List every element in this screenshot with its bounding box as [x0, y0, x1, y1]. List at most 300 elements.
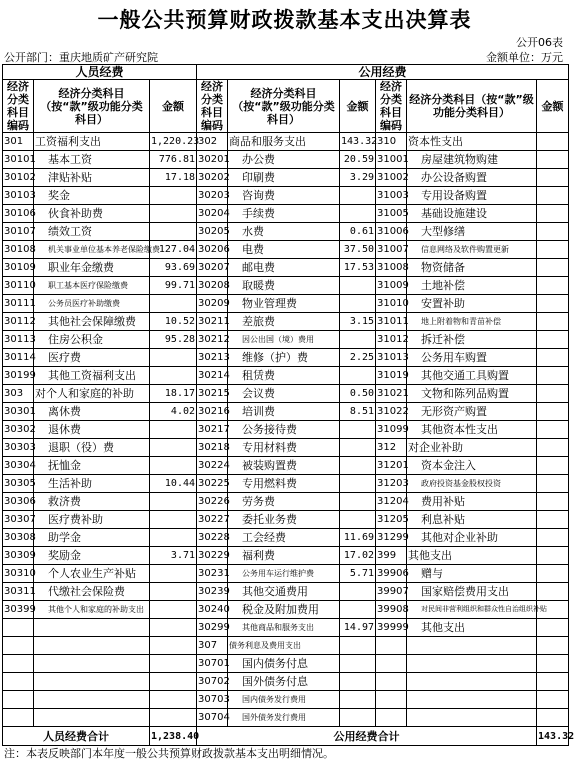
table-row: [3, 277, 569, 295]
amount-cell: [150, 295, 197, 313]
economic-code-cell: 30226: [197, 493, 228, 511]
amount-cell: 2.25: [340, 349, 376, 367]
category-name-cell: 无形资产购置: [407, 403, 537, 421]
economic-code-cell: 30399: [3, 601, 34, 619]
category-name-cell: 其他交通工具购置: [407, 367, 537, 385]
amount-cell: 14.97: [340, 619, 376, 637]
amount-cell: [537, 133, 569, 151]
category-name-cell: [34, 691, 150, 709]
amount-cell: [537, 691, 569, 709]
table-row: [3, 259, 569, 277]
category-name-cell: 信息网络及软件购置更新: [407, 241, 537, 259]
economic-code-cell: 30301: [3, 403, 34, 421]
economic-code-cell: 312: [376, 439, 407, 457]
category-name-cell: 水费: [228, 223, 340, 241]
category-name-cell: [34, 637, 150, 655]
category-name-cell: 培训费: [228, 403, 340, 421]
economic-code-cell: 31010: [376, 295, 407, 313]
amount-cell: [537, 151, 569, 169]
amount-cell: [537, 457, 569, 475]
amount-cell: 127.04: [150, 241, 197, 259]
category-name-cell: 利息补贴: [407, 511, 537, 529]
economic-code-cell: 30109: [3, 259, 34, 277]
table-row: [3, 205, 569, 223]
economic-code-cell: 30309: [3, 547, 34, 565]
amount-cell: [150, 511, 197, 529]
category-name-cell: 物资储备: [407, 259, 537, 277]
table-row: [3, 475, 569, 493]
category-name-cell: 手续费: [228, 205, 340, 223]
category-name-cell: 物业管理费: [228, 295, 340, 313]
amount-cell: [340, 421, 376, 439]
economic-code-cell: 30240: [197, 601, 228, 619]
table-row: [3, 709, 569, 727]
amount-cell: [537, 259, 569, 277]
amount-cell: [537, 277, 569, 295]
category-name-cell: 伙食补助费: [34, 205, 150, 223]
amount-cell: [340, 475, 376, 493]
amount-cell: 17.53: [340, 259, 376, 277]
table-row: [3, 241, 569, 259]
amount-cell: [150, 601, 197, 619]
economic-code-cell: 301: [3, 133, 34, 151]
amount-cell: [340, 637, 376, 655]
amount-cell: [150, 439, 197, 457]
amount-cell: [537, 565, 569, 583]
amount-cell: [537, 619, 569, 637]
table-row: [3, 601, 569, 619]
personnel-total-label: 人员经费合计: [3, 727, 150, 746]
table-row: [3, 691, 569, 709]
amount-cell: [150, 223, 197, 241]
category-name-cell: 专用燃料费: [228, 475, 340, 493]
category-name-cell: 安置补助: [407, 295, 537, 313]
table-row: [3, 655, 569, 673]
amount-cell: 143.32: [340, 133, 376, 151]
unit-label: 金额单位：万元: [486, 51, 563, 64]
category-name-cell: 取暖费: [228, 277, 340, 295]
category-name-cell: [407, 637, 537, 655]
category-name-cell: 地上附着物和青苗补偿: [407, 313, 537, 331]
category-name-cell: 其他支出: [407, 547, 537, 565]
table-row: [3, 133, 569, 151]
table-body: [3, 133, 569, 727]
table-row: [3, 295, 569, 313]
category-name-cell: 其他对企业补助: [407, 529, 537, 547]
report-title: 一般公共预算财政拨款基本支出决算表: [97, 7, 472, 32]
col-header-amount: 金额: [340, 80, 376, 133]
category-name-cell: 差旅费: [228, 313, 340, 331]
economic-code-cell: 30214: [197, 367, 228, 385]
personnel-total-value: 1,238.40: [150, 727, 197, 746]
economic-code-cell: 30228: [197, 529, 228, 547]
economic-code-cell: 30207: [197, 259, 228, 277]
amount-cell: [537, 205, 569, 223]
amount-cell: 93.69: [150, 259, 197, 277]
economic-code-cell: 30216: [197, 403, 228, 421]
public-total-value: 143.32: [537, 727, 569, 746]
economic-code-cell: 31013: [376, 349, 407, 367]
economic-code-cell: [376, 673, 407, 691]
economic-code-cell: 30111: [3, 295, 34, 313]
category-name-cell: [407, 709, 537, 727]
economic-code-cell: 30101: [3, 151, 34, 169]
economic-code-cell: 30113: [3, 331, 34, 349]
category-name-cell: 对民间非营利组织和群众性自治组织补贴: [407, 601, 537, 619]
economic-code-cell: 30209: [197, 295, 228, 313]
amount-cell: [537, 187, 569, 205]
economic-code-cell: 30114: [3, 349, 34, 367]
economic-code-cell: 30218: [197, 439, 228, 457]
table-row: [3, 493, 569, 511]
category-name-cell: 商品和服务支出: [228, 133, 340, 151]
amount-cell: [340, 439, 376, 457]
amount-cell: [537, 475, 569, 493]
category-name-cell: 其他资本性支出: [407, 421, 537, 439]
table-row: [3, 187, 569, 205]
col-header-amount: 金额: [150, 80, 197, 133]
category-name-cell: 个人农业生产补贴: [34, 565, 150, 583]
economic-code-cell: 39906: [376, 565, 407, 583]
col-header-name: 经济分类科目（按“款”级功能分类科目）: [228, 80, 340, 133]
economic-code-cell: [3, 673, 34, 691]
amount-cell: [150, 691, 197, 709]
category-name-cell: 印刷费: [228, 169, 340, 187]
category-name-cell: [34, 655, 150, 673]
economic-code-cell: 310: [376, 133, 407, 151]
category-name-cell: 津贴补贴: [34, 169, 150, 187]
category-name-cell: 电费: [228, 241, 340, 259]
category-name-cell: 公务员医疗补助缴费: [34, 295, 150, 313]
table-row: [3, 511, 569, 529]
amount-cell: [150, 583, 197, 601]
category-name-cell: [407, 691, 537, 709]
economic-code-cell: 31205: [376, 511, 407, 529]
amount-cell: [537, 241, 569, 259]
category-name-cell: 医疗费: [34, 349, 150, 367]
economic-code-cell: 39907: [376, 583, 407, 601]
amount-cell: 18.17: [150, 385, 197, 403]
amount-cell: 3.29: [340, 169, 376, 187]
amount-cell: [537, 439, 569, 457]
table-row: [3, 403, 569, 421]
economic-code-cell: 39999: [376, 619, 407, 637]
category-name-cell: 退职（役）费: [34, 439, 150, 457]
category-name-cell: 专用材料费: [228, 439, 340, 457]
economic-code-cell: 31002: [376, 169, 407, 187]
amount-cell: 11.69: [340, 529, 376, 547]
table-row: [3, 385, 569, 403]
amount-cell: [537, 331, 569, 349]
table-row: [3, 565, 569, 583]
amount-cell: [150, 673, 197, 691]
category-name-cell: 国外债务发行费用: [228, 709, 340, 727]
category-name-cell: 资本性支出: [407, 133, 537, 151]
economic-code-cell: 31007: [376, 241, 407, 259]
category-name-cell: 国家赔偿费用支出: [407, 583, 537, 601]
category-name-cell: 机关事业单位基本养老保险缴费: [34, 241, 150, 259]
economic-code-cell: 30229: [197, 547, 228, 565]
category-name-cell: 债务利息及费用支出: [228, 637, 340, 655]
amount-cell: [537, 421, 569, 439]
amount-cell: [340, 367, 376, 385]
table-row: [3, 583, 569, 601]
category-name-cell: 专用设备购置: [407, 187, 537, 205]
amount-cell: [340, 187, 376, 205]
category-name-cell: 办公设备购置: [407, 169, 537, 187]
category-name-cell: 赠与: [407, 565, 537, 583]
form-number: 公开06表: [516, 36, 563, 49]
category-name-cell: 离休费: [34, 403, 150, 421]
economic-code-cell: [376, 655, 407, 673]
amount-cell: [340, 511, 376, 529]
economic-code-cell: 30213: [197, 349, 228, 367]
amount-cell: [340, 493, 376, 511]
economic-code-cell: 31021: [376, 385, 407, 403]
amount-cell: [537, 313, 569, 331]
category-name-cell: 基本工资: [34, 151, 150, 169]
economic-code-cell: 399: [376, 547, 407, 565]
amount-cell: [150, 493, 197, 511]
category-name-cell: 委托业务费: [228, 511, 340, 529]
category-name-cell: 土地补偿: [407, 277, 537, 295]
table-row: [3, 529, 569, 547]
category-name-cell: 文物和陈列品购置: [407, 385, 537, 403]
category-name-cell: 职工基本医疗保险缴费: [34, 277, 150, 295]
economic-code-cell: 31022: [376, 403, 407, 421]
col-header-code: 经济分类科目编码: [3, 80, 34, 133]
amount-cell: 1,220.23: [150, 133, 197, 151]
economic-code-cell: 30103: [3, 187, 34, 205]
table-row: [3, 619, 569, 637]
amount-cell: [150, 529, 197, 547]
economic-code-cell: 30703: [197, 691, 228, 709]
amount-cell: [537, 709, 569, 727]
economic-code-cell: 30704: [197, 709, 228, 727]
amount-cell: [537, 403, 569, 421]
category-name-cell: 工资福利支出: [34, 133, 150, 151]
category-name-cell: 被装购置费: [228, 457, 340, 475]
category-name-cell: 奖金: [34, 187, 150, 205]
economic-code-cell: 31203: [376, 475, 407, 493]
public-group-header: 公用经费: [197, 65, 569, 80]
economic-code-cell: 30303: [3, 439, 34, 457]
table-row: [3, 439, 569, 457]
amount-cell: [340, 331, 376, 349]
amount-cell: [150, 349, 197, 367]
table-row: [3, 421, 569, 439]
amount-cell: 17.18: [150, 169, 197, 187]
amount-cell: [537, 385, 569, 403]
amount-cell: [537, 547, 569, 565]
amount-cell: [537, 529, 569, 547]
amount-cell: 10.52: [150, 313, 197, 331]
category-name-cell: 其他个人和家庭的补助支出: [34, 601, 150, 619]
category-name-cell: 职业年金缴费: [34, 259, 150, 277]
category-name-cell: 对企业补助: [407, 439, 537, 457]
category-name-cell: 国外债务付息: [228, 673, 340, 691]
economic-code-cell: 30202: [197, 169, 228, 187]
economic-code-cell: 31006: [376, 223, 407, 241]
category-name-cell: 基础设施建设: [407, 205, 537, 223]
table-row: [3, 331, 569, 349]
economic-code-cell: 30215: [197, 385, 228, 403]
category-name-cell: 邮电费: [228, 259, 340, 277]
economic-code-cell: 31012: [376, 331, 407, 349]
amount-cell: [150, 709, 197, 727]
amount-cell: [537, 295, 569, 313]
amount-cell: [340, 709, 376, 727]
category-name-cell: 大型修缮: [407, 223, 537, 241]
table-row: [3, 151, 569, 169]
public-total-label: 公用经费合计: [197, 727, 537, 746]
economic-code-cell: 30302: [3, 421, 34, 439]
amount-cell: [537, 169, 569, 187]
table-row: [3, 349, 569, 367]
category-name-cell: 因公出国（境）费用: [228, 331, 340, 349]
amount-cell: [537, 367, 569, 385]
economic-code-cell: 31009: [376, 277, 407, 295]
category-name-cell: [34, 619, 150, 637]
category-name-cell: 政府投资基金股权投资: [407, 475, 537, 493]
economic-code-cell: 31001: [376, 151, 407, 169]
totals-row: [3, 727, 569, 746]
category-name-cell: 房屋建筑物购建: [407, 151, 537, 169]
amount-cell: 0.50: [340, 385, 376, 403]
economic-code-cell: 30299: [197, 619, 228, 637]
category-name-cell: 资本金注入: [407, 457, 537, 475]
table-row: [3, 547, 569, 565]
economic-code-cell: [376, 691, 407, 709]
category-name-cell: 抚恤金: [34, 457, 150, 475]
category-name-cell: 办公费: [228, 151, 340, 169]
category-name-cell: 其他工资福利支出: [34, 367, 150, 385]
category-name-cell: 税金及附加费用: [228, 601, 340, 619]
economic-code-cell: 303: [3, 385, 34, 403]
amount-cell: [537, 511, 569, 529]
category-name-cell: 绩效工资: [34, 223, 150, 241]
category-name-cell: 退休费: [34, 421, 150, 439]
col-header-amount: 金额: [537, 80, 569, 133]
amount-cell: [150, 367, 197, 385]
category-name-cell: 住房公积金: [34, 331, 150, 349]
amount-cell: [340, 457, 376, 475]
economic-code-cell: 31299: [376, 529, 407, 547]
economic-code-cell: 31099: [376, 421, 407, 439]
amount-cell: [150, 637, 197, 655]
economic-code-cell: 30224: [197, 457, 228, 475]
category-name-cell: 公务用车运行维护费: [228, 565, 340, 583]
economic-code-cell: 30305: [3, 475, 34, 493]
category-name-cell: 其他商品和服务支出: [228, 619, 340, 637]
amount-cell: [150, 421, 197, 439]
category-name-cell: 其他支出: [407, 619, 537, 637]
economic-code-cell: 30199: [3, 367, 34, 385]
economic-code-cell: 30208: [197, 277, 228, 295]
amount-cell: [340, 295, 376, 313]
economic-code-cell: 30306: [3, 493, 34, 511]
amount-cell: [537, 223, 569, 241]
economic-code-cell: 30205: [197, 223, 228, 241]
amount-cell: 3.71: [150, 547, 197, 565]
amount-cell: [150, 187, 197, 205]
economic-code-cell: 30702: [197, 673, 228, 691]
table-row: [3, 313, 569, 331]
table-row: [3, 637, 569, 655]
category-name-cell: 其他交通费用: [228, 583, 340, 601]
economic-code-cell: 31008: [376, 259, 407, 277]
category-name-cell: 维修（护）费: [228, 349, 340, 367]
category-name-cell: 会议费: [228, 385, 340, 403]
economic-code-cell: 30203: [197, 187, 228, 205]
category-name-cell: 拆迁补偿: [407, 331, 537, 349]
amount-cell: 776.81: [150, 151, 197, 169]
category-name-cell: 救济费: [34, 493, 150, 511]
table-row: [3, 169, 569, 187]
amount-cell: [537, 583, 569, 601]
economic-code-cell: 307: [197, 637, 228, 655]
expenditure-table: [2, 64, 574, 746]
amount-cell: 0.61: [340, 223, 376, 241]
economic-code-cell: 30110: [3, 277, 34, 295]
category-name-cell: 租赁费: [228, 367, 340, 385]
amount-cell: [150, 565, 197, 583]
category-name-cell: 代缴社会保险费: [34, 583, 150, 601]
economic-code-cell: [376, 709, 407, 727]
economic-code-cell: 31005: [376, 205, 407, 223]
economic-code-cell: 30308: [3, 529, 34, 547]
category-name-cell: 助学金: [34, 529, 150, 547]
economic-code-cell: 30231: [197, 565, 228, 583]
economic-code-cell: 30108: [3, 241, 34, 259]
category-name-cell: 福利费: [228, 547, 340, 565]
category-name-cell: 劳务费: [228, 493, 340, 511]
table-row: [3, 223, 569, 241]
amount-cell: 95.28: [150, 331, 197, 349]
category-name-cell: [34, 673, 150, 691]
amount-cell: [537, 349, 569, 367]
amount-cell: [340, 583, 376, 601]
amount-cell: [537, 637, 569, 655]
economic-code-cell: 302: [197, 133, 228, 151]
economic-code-cell: [3, 637, 34, 655]
economic-code-cell: 30112: [3, 313, 34, 331]
economic-code-cell: 30310: [3, 565, 34, 583]
amount-cell: [150, 619, 197, 637]
amount-cell: [340, 277, 376, 295]
footnote: 注：本表反映部门本年度一般公共预算财政拨款基本支出明细情况。: [4, 747, 334, 760]
category-name-cell: 对个人和家庭的补助: [34, 385, 150, 403]
amount-cell: [150, 205, 197, 223]
category-name-cell: 医疗费补助: [34, 511, 150, 529]
amount-cell: [537, 673, 569, 691]
category-name-cell: 奖励金: [34, 547, 150, 565]
category-name-cell: 费用补贴: [407, 493, 537, 511]
economic-code-cell: 31011: [376, 313, 407, 331]
economic-code-cell: 30239: [197, 583, 228, 601]
amount-cell: [537, 655, 569, 673]
category-name-cell: 国内债务发行费用: [228, 691, 340, 709]
economic-code-cell: 30204: [197, 205, 228, 223]
col-header-name: 经济分类科目（按“款”级功能分类科目）: [407, 80, 537, 133]
economic-code-cell: 30211: [197, 313, 228, 331]
amount-cell: 4.02: [150, 403, 197, 421]
amount-cell: 37.50: [340, 241, 376, 259]
amount-cell: 5.71: [340, 565, 376, 583]
category-name-cell: 公务接待费: [228, 421, 340, 439]
economic-code-cell: 30225: [197, 475, 228, 493]
economic-code-cell: 30206: [197, 241, 228, 259]
